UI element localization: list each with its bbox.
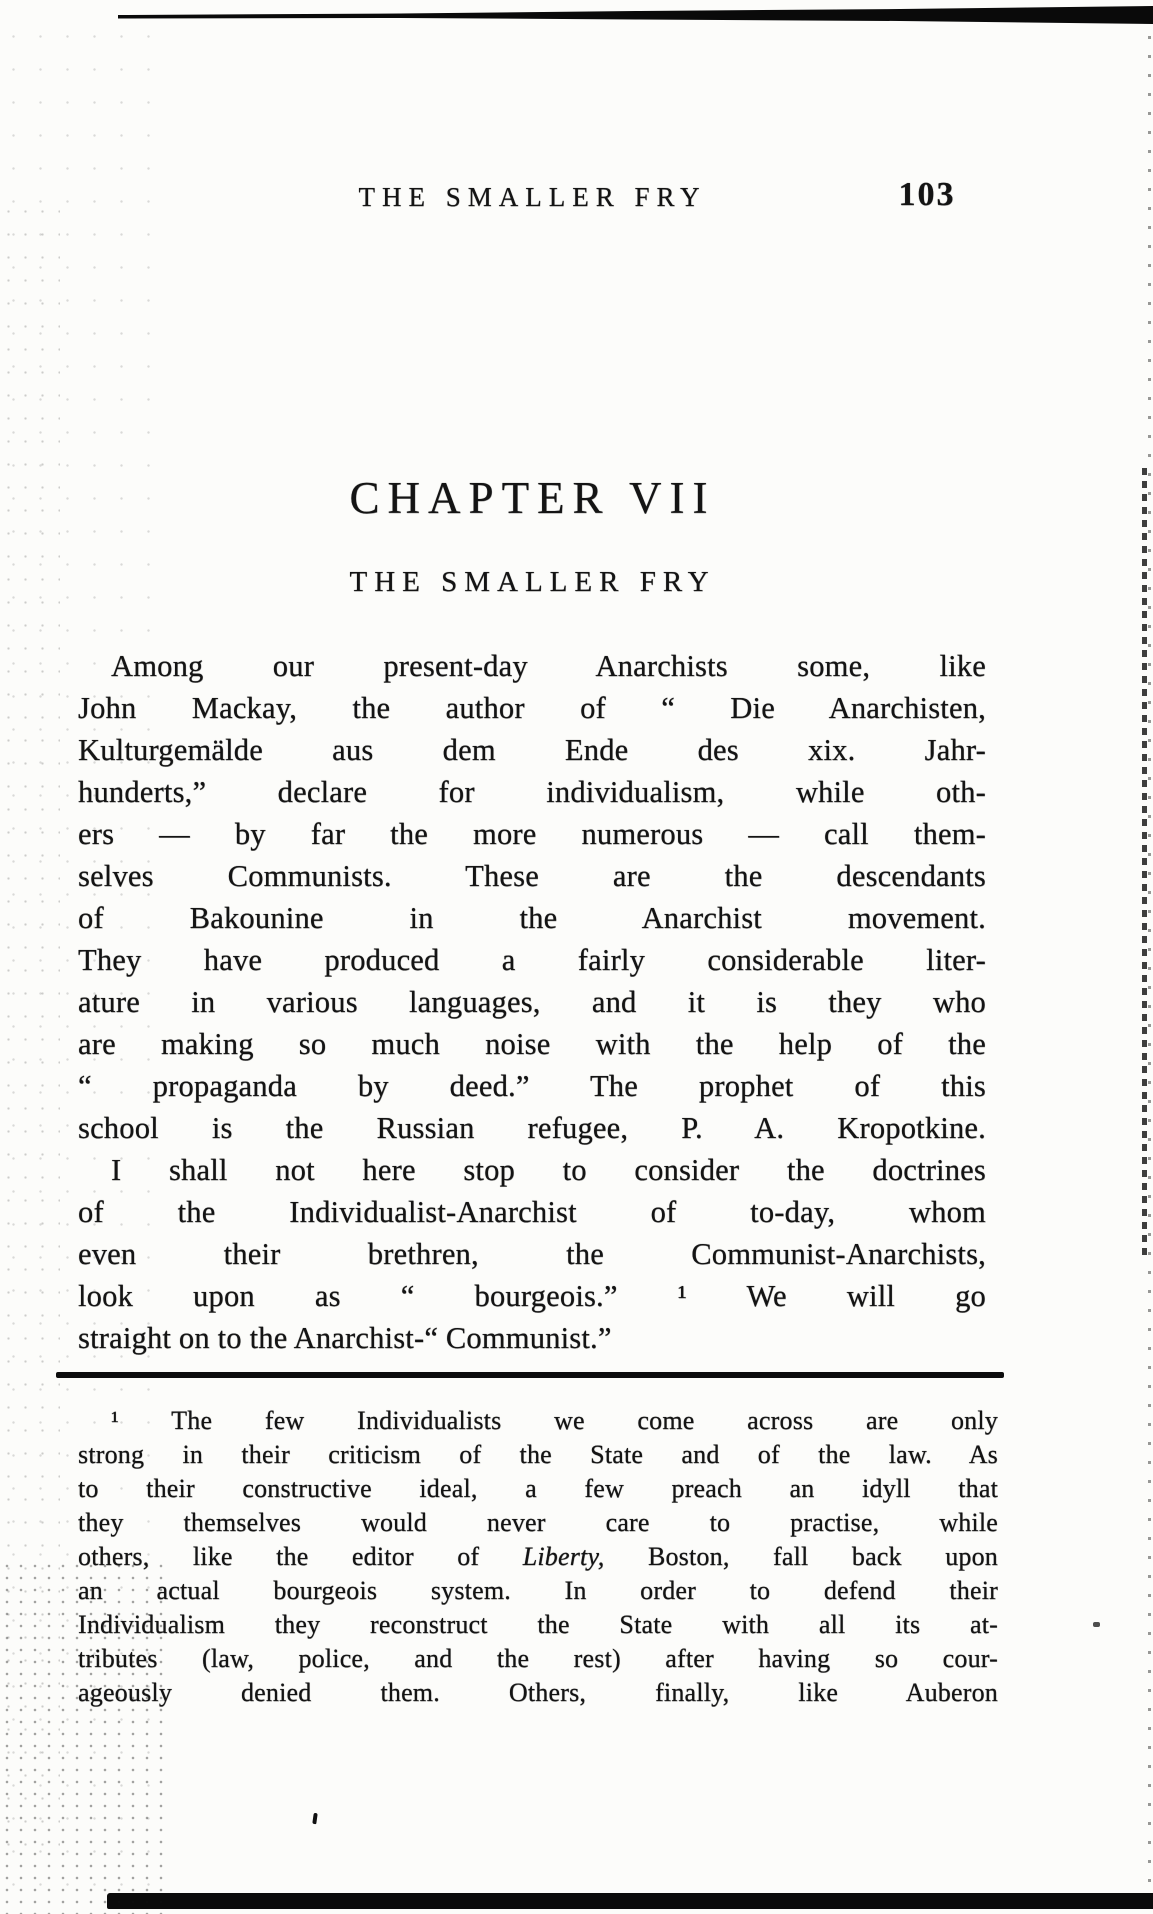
footnote-line: Individualism they reconstruct the State with all its at- (78, 1610, 998, 1639)
body-line: I shall not here stop to consider the doctrines (111, 1153, 986, 1187)
footnote-line-post: Boston, fall back upon (604, 1542, 998, 1571)
body-line: ature in various languages, and it is they who (78, 985, 986, 1019)
journal-title-italic: Liberty, (522, 1542, 605, 1571)
body-line: look upon as “ bourgeois.” ¹ We will go (78, 1279, 986, 1313)
bottom-scan-bar (107, 1893, 1153, 1909)
right-edge-scan-artifact (1142, 468, 1147, 1260)
footnote-line: ageously denied them. Others, finally, like Auberon (78, 1678, 998, 1707)
body-line: selves Communists. These are the descendants (78, 859, 986, 893)
chapter-subtitle: THE SMALLER FRY (349, 566, 716, 598)
body-line: even their brethren, the Communist-Anarchists, (78, 1237, 986, 1271)
footnote-line: strong in their criticism of the State and of the law. As (78, 1440, 998, 1469)
body-line: ers — by far the more numerous — call them- (78, 817, 986, 851)
page-number: 103 (898, 176, 956, 213)
footnote-line: to their constructive ideal, a few preach an idyll that (78, 1474, 998, 1503)
top-scan-bar (0, 0, 1153, 32)
body-line: John Mackay, the author of “ Die Anarchisten, (78, 691, 986, 725)
body-line: They have produced a fairly considerable liter- (78, 943, 986, 977)
body-text (78, 645, 986, 1359)
body-line: straight on to the Anarchist-“ Communist.” (78, 1321, 612, 1355)
footnote-line: they themselves would never care to practise, while (78, 1508, 998, 1537)
footnote-line: tributes (law, police, and the rest) after having so cour- (78, 1644, 998, 1673)
ink-speck (1093, 1622, 1100, 1627)
running-head: THE SMALLER FRY (358, 182, 707, 212)
body-line: are making so much noise with the help of the (78, 1027, 986, 1061)
chapter-title: CHAPTER VII (349, 473, 716, 523)
footnote-rule (56, 1372, 1004, 1378)
body-line: Kulturgemälde aus dem Ende des xix. Jahr- (78, 733, 986, 767)
ink-speck (312, 1813, 317, 1824)
footnote-line (78, 1540, 998, 1574)
footnote-line: an actual bourgeois system. In order to defend their (78, 1576, 998, 1605)
footnote-line-pre: others, like the editor of (78, 1542, 523, 1571)
footnote-line: ¹ The few Individualists we come across are only (111, 1406, 998, 1435)
body-line: Among our present-day Anarchists some, like (111, 649, 986, 683)
footnote (78, 1404, 998, 1710)
right-edge-dots-artifact (1148, 36, 1151, 1898)
body-line: of Bakounine in the Anarchist movement. (78, 901, 986, 935)
body-line: school is the Russian refugee, P. A. Kropotkine. (78, 1111, 986, 1145)
body-line: “ propaganda by deed.” The prophet of this (78, 1069, 986, 1103)
body-line: hunderts,” declare for individualism, while oth- (78, 775, 986, 809)
body-line: of the Individualist-Anarchist of to-day, whom (78, 1195, 986, 1229)
left-margin-scan-noise-inner (0, 200, 60, 1850)
